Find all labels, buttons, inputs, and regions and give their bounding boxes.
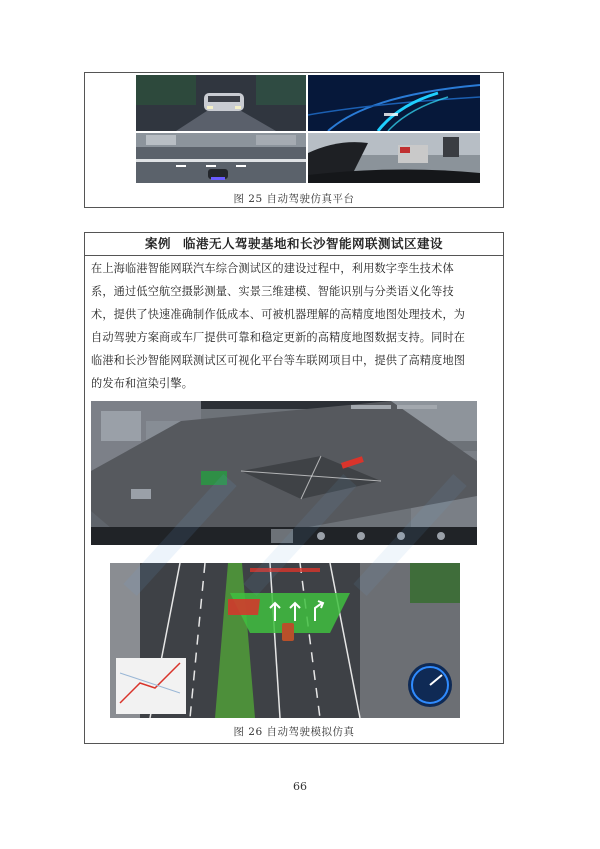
case-title: 临港无人驾驶基地和长沙智能网联测试区建设	[183, 236, 444, 251]
case-label: 案例	[144, 236, 171, 251]
case-text-line: 系，通过低空航空摄影测量、实景三维建模、智能识别与分类语义化等技	[91, 285, 454, 298]
sim-tile-cockpit-view	[308, 133, 480, 183]
case-body-text	[91, 257, 497, 395]
case-text-line: 的发布和渲染引擎。	[91, 377, 194, 390]
city-digital-twin-image	[91, 401, 477, 545]
figure-25-box	[84, 72, 504, 208]
sim-tile-intersection	[136, 133, 306, 183]
sim-tile-lidar-map	[308, 75, 480, 131]
figure-25-caption: 图 25 自动驾驶仿真平台	[233, 193, 355, 205]
case-title-bar	[85, 233, 503, 256]
case-text-line: 在上海临港智能网联汽车综合测试区的建设过程中，利用数字孪生技术体	[91, 262, 454, 275]
case-study-box	[84, 232, 504, 744]
sim-tile-street-car	[136, 75, 306, 131]
simulation-platform-image	[136, 75, 480, 183]
case-text-line: 临港和长沙智能网联测试区可视化平台等车联网项目中，提供了高精度地图	[91, 354, 466, 367]
page-number: 66	[293, 780, 307, 793]
case-text-line: 自动驾驶方案商或车厂提供可靠和稳定更新的高精度地图数据支持。同时在	[91, 331, 466, 344]
driving-simulation-image	[110, 563, 460, 718]
figure-26-caption: 图 26 自动驾驶模拟仿真	[233, 726, 355, 738]
case-text-line: 术，提供了快速准确制作低成本、可被机器理解的高精度地图处理技术，为	[91, 308, 466, 321]
